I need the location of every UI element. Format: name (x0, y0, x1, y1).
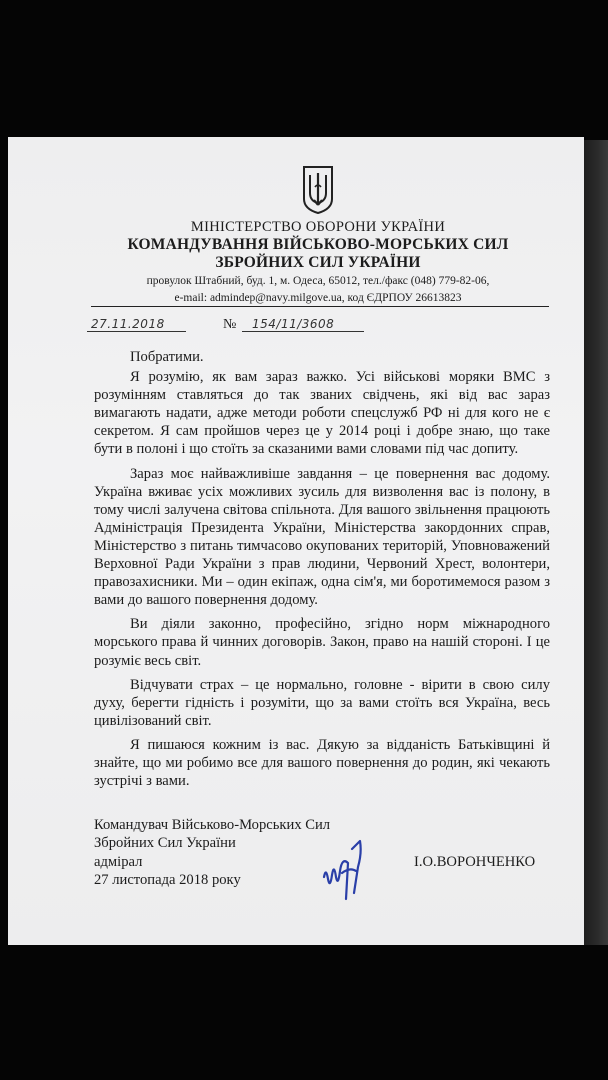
paragraph-5: Я пишаюся кожним із вас. Дякую за відданість Батьківщині й знайте, що ми робимо все для вашого повернення до родин, які чекають зустрічі з вами. (94, 736, 550, 790)
letterhead (48, 219, 588, 306)
paragraph-3: Ви діяли законно, професійно, згідно норм міжнародного морського права й чинних договорів. Закон, право на нашій стороні. І це розуміє весь світ. (94, 616, 550, 669)
paragraph-2: Зараз моє найважливіше завдання – це повернення вас додому. Україна вживає усіх можливих зусиль для визволення вас із полону, в тому числі залучена світова спільнота. Для вашого звільнення працюють Адміністрація Президента України, Міністерства закордонних справ, Міністерство з питань тимчасово окупованих територій, Уповноважений Верховної Ради України з прав людини, Червоний Хрест, волонтери, правозахисники. Ми – один екіпаж, одна сім'я, ми боротимемося разом з вами до вашого повернення додому. (94, 465, 550, 609)
registration-number: 154/11/3608 (242, 317, 364, 332)
signature-date: 27 листопада 2018 року (94, 872, 241, 889)
command-title-line2: ЗБРОЙНИХ СИЛ УКРАЇНИ (215, 254, 421, 271)
trident-emblem-icon (301, 163, 335, 215)
letter-body (94, 348, 550, 796)
command-title-line1: КОМАНДУВАННЯ ВІЙСЬКОВО-МОРСЬКИХ СИЛ (127, 236, 509, 253)
signatory-block (94, 816, 330, 890)
signatory-name: І.О.ВОРОНЧЕНКО (414, 854, 536, 870)
signatory-rank: адмірал (94, 853, 143, 870)
document-page (8, 137, 584, 945)
paragraph-4: Відчувати страх – це нормально, головне - вірити в свою силу духу, берегти гідність і розуміти, що за вами стоїть вся Україна, весь цивілізований світ. (94, 676, 550, 729)
registration-date: 27.11.2018 (87, 317, 186, 332)
registration-number-label: № (223, 317, 237, 332)
signatory-title-line1: Командувач Військово-Морських Сил (94, 817, 331, 833)
ministry-title: МІНІСТЕРСТВО ОБОРОНИ УКРАЇНИ (190, 219, 446, 235)
letterhead-divider (91, 306, 549, 307)
address-line2: e-mail: admindep@navy.milgove.ua, код ЄДРПОУ 26613823 (174, 292, 462, 304)
handwritten-signature-icon (318, 827, 378, 907)
paragraph-1: Я розумію, як вам зараз важко. Усі військові моряки ВМС з розумінням ставляться до так званих свідчень, які від вас зараз вимагають надати, адже методи роботи спецслужб РФ ні для кого не є секретом. Я сам пройшов через це у 2014 році і добре знаю, що таке бути в полоні і що стоїть за сказаними вами словами під час допиту. (94, 369, 550, 458)
address-line1: провулок Штабний, буд. 1, м. Одеса, 65012, тел./факс (048) 779-82-06, (146, 275, 490, 287)
greeting: Побратими. (130, 349, 204, 365)
signatory-title-line2: Збройних Сил України (94, 835, 236, 852)
